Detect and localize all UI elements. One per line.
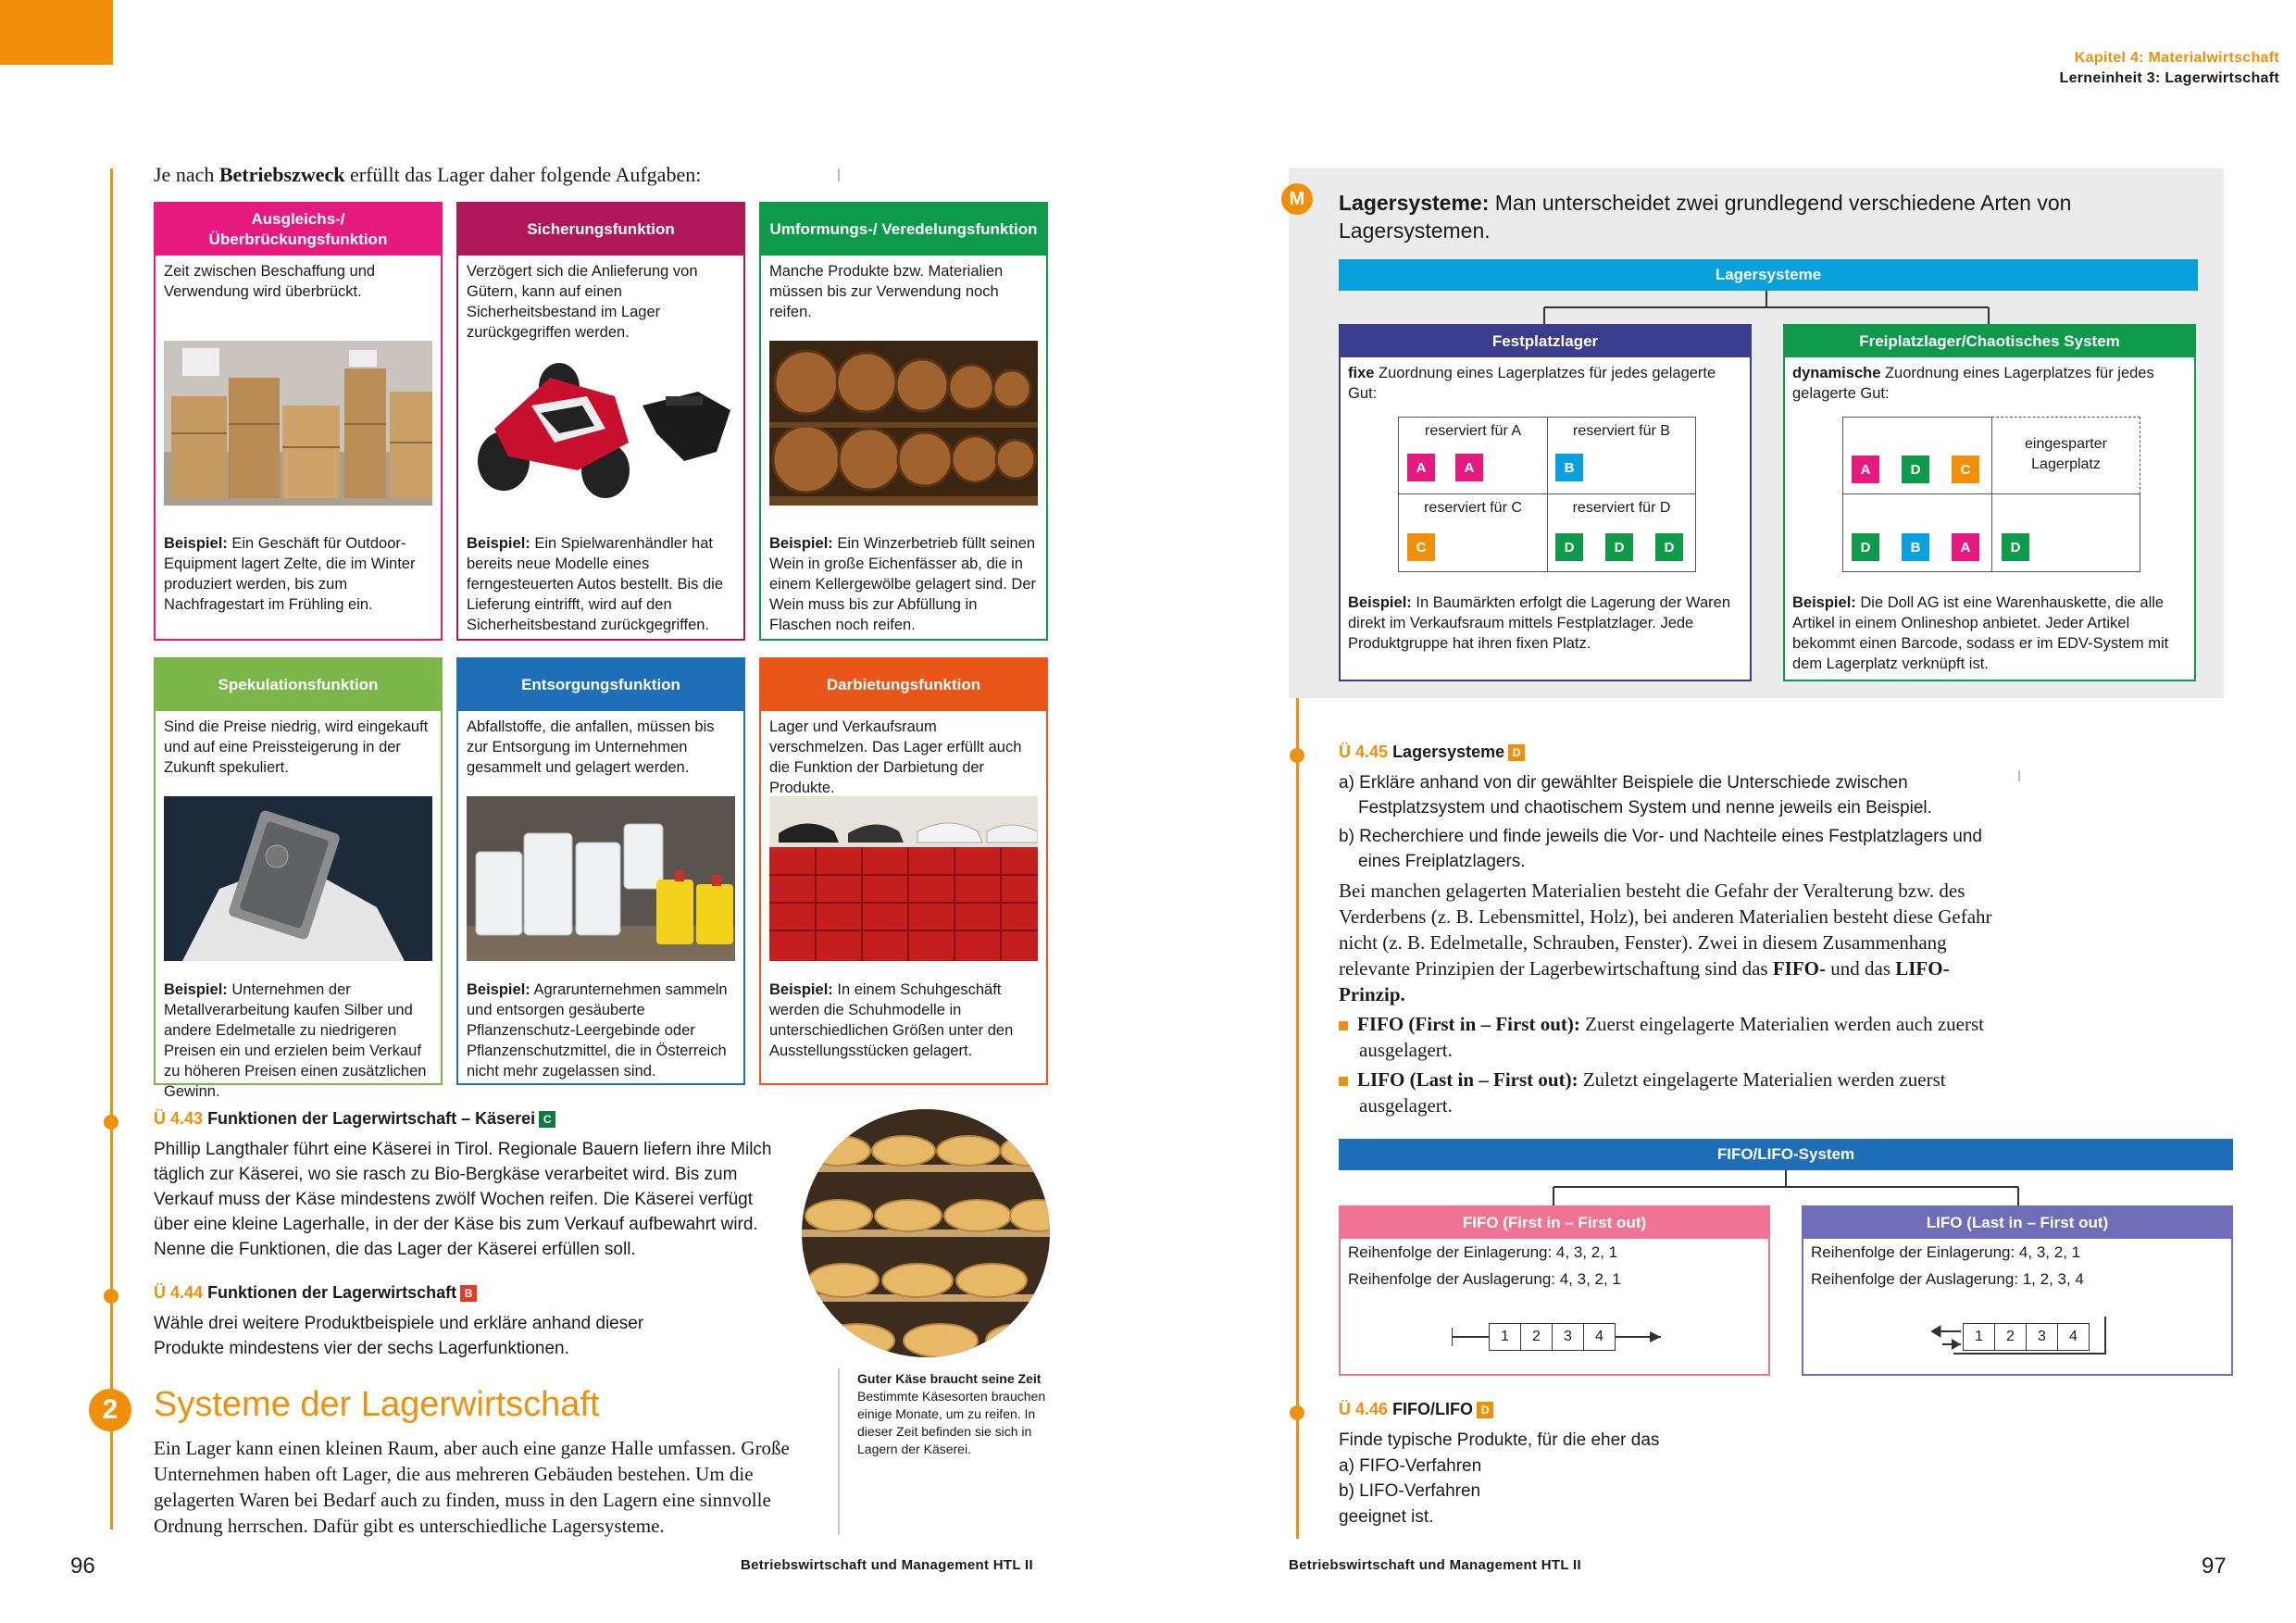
fifo-lifo-intro: Bei manchen gelagerten Materialien besteht die Gefahr der Veralterung bzw. des Verderbens (z. B. Lebensmittel, Holz), bei anderen Materialien besteht diese Gefahr nicht (z. B. Edelmetalle, Schrauben, Fenster). Zwei in diesem Zusammenhang relevante Prinzipien der Lagerbewirtschaftung sind das FIFO- und das LIFO-Prinzip. FIFO (First in – First out): Zuerst eingelagerte Materialien werden auch zuerst ausgelagert. LIFO (Last in – First out): Zuletzt eingelagerte Materialien werden zuerst ausgelagert. [1339,878,2005,1118]
festplatzlager-lead: fixe Zuordnung eines Lagerplatzes für jedes gelagerte Gut: [1348,365,1716,402]
fifo-in-order: Reihenfolge der Einlagerung: 4, 3, 2, 1 [1348,1243,1618,1261]
function-text: Verzögert sich die Anlieferung von Gütern, kann auf einen Sicherheitsbestand im Lager zurückgegriffen werden. [467,263,698,341]
margin-rule [110,169,113,1529]
lifo-box [1802,1205,2233,1376]
stack-slot: 4 [2057,1323,2090,1351]
item-chip-b: B [1555,454,1583,481]
difficulty-badge: C [539,1111,555,1128]
fifo-lifo-bar: FIFO/LIFO-System [1339,1139,2233,1170]
freiplatzlager-example: Beispiel: Die Doll AG ist eine Warenhauskette, die alle Artikel in einem Onlineshop anbietet. Jeder Artikel bekommt einen Barcode, sodass er im EDV-System mit dem Lagerplatz verknüpft ist. [1792,594,2169,672]
function-box-sicherung [456,202,745,641]
item-chip-c: C [1407,533,1435,561]
function-box-spekulation [154,657,443,1100]
function-text: Sind die Preise niedrig, wird eingekauft und auf eine Preissteigerung in der Zukunft spekuliert. [164,718,429,776]
item-chip-c: C [1952,456,1979,483]
item-chip-d: D [1605,533,1633,561]
function-text: Manche Produkte bzw. Materialien müssen bis zur Verwendung noch reifen. [769,263,1004,320]
silver-bar-image [164,796,432,961]
lifo-in-order: Reihenfolge der Einlagerung: 4, 3, 2, 1 [1811,1243,2081,1261]
exercise-4-44-heading: Ü 4.44 Funktionen der Lagerwirtschaft B [154,1283,477,1303]
tree-connector [1339,1170,2233,1205]
running-header [2060,48,2280,89]
stack-slot: 1 [1963,1323,1995,1351]
exercise-marker [104,1289,119,1304]
wine-barrels-image [769,341,1038,506]
exercise-4-44-text: Wähle drei weitere Produktbeispiele und erkläre anhand dieser Produkte mindestens vier der sechs Lagerfunktionen. [154,1314,644,1358]
freiplatzlager-lead: dynamische Zuordnung eines Lagerplatzes für jedes gelagerte Gut: [1792,365,2154,402]
fifo-title: FIFO (First in – First out) [1341,1207,1768,1239]
function-example: Beispiel: Ein Spielwarenhändler hat bereits neue Modelle eines ferngesteuerten Autos bestellt. Bis die Lieferung eintrifft, wird auf den Sicherheitsbestand zurückgegriffen. [467,535,724,633]
item-chip-b: B [1902,533,1929,561]
photo-caption [857,1370,1052,1458]
item-chip-d: D [1655,533,1683,561]
function-example: Beispiel: Ein Geschäft für Outdoor-Equipment lagert Zelte, die im Winter produziert werden, bis zum Nachfragestart im Frühling ein. [164,535,416,613]
festplatzlager-title: Festplatzlager [1341,326,1750,357]
function-title: Spekulationsfunktion [156,659,441,711]
difficulty-badge: D [1508,744,1525,761]
shoe-boxes-image [769,796,1038,961]
stack-slot: 3 [2026,1323,2058,1351]
queue-slot: 3 [1552,1323,1584,1351]
function-example: Beispiel: Unternehmen der Metallverarbeitung kaufen Silber und andere Edelmetalle zu niedrigeren Preisen ein und erzielen beim Verkauf zu höheren Preisen einen zusätzlichen Gewinn. [164,981,427,1100]
lagersysteme-bar: Lagersysteme [1339,259,2198,291]
fifo-out-order: Reihenfolge der Auslagerung: 4, 3, 2, 1 [1348,1270,1621,1288]
stack-slot: 2 [1994,1323,2027,1351]
queue-slot: 4 [1583,1323,1616,1351]
intro-text: Je nach Betriebszweck erfüllt das Lager daher folgende Aufgaben: [154,163,702,186]
footer-title-right: Betriebswirtschaft und Management HTL II [1289,1557,1581,1573]
function-title: Darbietungsfunktion [761,659,1046,711]
cheese-photo [802,1109,1050,1357]
exercise-marker [104,1115,119,1130]
fixed-grid [1398,417,1696,572]
rc-car-image [467,341,735,506]
function-title: Ausgleichs-/ Überbrückungsfunktion [156,204,441,256]
function-box-ausgleich [154,202,443,641]
footer-title-left: Betriebswirtschaft und Management HTL II [741,1557,1033,1573]
section-number-badge: 2 [89,1389,131,1431]
function-example: Beispiel: Ein Winzerbetrieb füllt seinen Wein in große Eichenfässer ab, die in einem Kellergewölbe gelagert sind. Der Wein muss bis zur Abfüllung in Flaschen noch reifen. [769,535,1036,633]
lagersysteme-title: Lagersysteme: Man unterscheidet zwei grundlegend verschiedene Arten von Lagersystemen. [1339,191,2072,243]
exercise-4-45-tasks: a) Erkläre anhand von dir gewählter Beispiele die Unterschiede zwischen Festplatzsystem und chaotischem System und nenne jeweils ein Beispiel. b) Recherchiere und finde jeweils die Vor- und Nachteile eines Festplatzlagers und eines Freiplatzlagers. [1339,773,1982,871]
queue-slot: 2 [1520,1323,1553,1351]
item-chip-d: D [1902,456,1929,483]
queue-slot: 1 [1489,1323,1521,1351]
festplatzlager-box [1339,324,1752,681]
tick-mark [2018,770,2020,781]
fifo-bullet: FIFO (First in – First out): Zuerst eingelagerte Materialien werden auch zuerst ausgelagert. [1339,1011,2005,1063]
chaotic-grid [1842,417,2140,572]
difficulty-badge: B [460,1285,477,1302]
exercise-4-43-text: Phillip Langthaler führt eine Käserei in Tirol. Regionale Bauern liefern ihre Milch täglich zur Käserei, wo sie rasch zu Bio-Bergkäse verarbeitet wird. Bis zum Verkauf muss der Käse mindestens zwölf Wochen reifen. Die Käserei verfügt über eine kleine Lagerhalle, in der der Käse bis zum Verkauf aufbewahrt wird. Nenne die Funktionen, die das Lager der Käserei erfüllen soll. [154,1140,772,1259]
item-chip-a: A [1455,454,1483,481]
grid-cell: reserviert für C [1398,493,1548,572]
tree-connector [1339,291,2198,324]
function-title: Entsorgungsfunktion [458,659,743,711]
difficulty-badge: D [1477,1402,1493,1418]
exercise-marker [1290,748,1304,763]
unit-title: Lerneinheit 3: Lagerwirtschaft [2059,70,2279,86]
grid-cell: reserviert für A [1398,417,1548,494]
caption-text: Bestimmte Käsesorten brauchen einige Monate, um zu reifen. In dieser Zeit befinden sie sich in Lagern der Käserei. [857,1389,1046,1456]
chapter-title: Kapitel 4: Materialwirtschaft [2074,50,2279,66]
item-chip-a: A [1852,456,1879,483]
exercise-4-46-text: Finde typische Produkte, für die eher das a) FIFO-Verfahren b) LIFO-Verfahren geeignet ist. [1339,1430,1660,1527]
page-tab-marker [0,0,113,65]
canisters-image [467,796,735,961]
freiplatzlager-title: Freiplatzlager/Chaotisches System [1785,326,2194,357]
exercise-4-46-heading: Ü 4.46 FIFO/LIFO D [1339,1400,1493,1419]
page-number-left: 96 [70,1554,95,1579]
exercise-4-43-heading: Ü 4.43 Funktionen der Lagerwirtschaft – Käserei C [154,1109,555,1129]
exercise-marker [1290,1405,1304,1420]
function-text: Zeit zwischen Beschaffung und Verwendung wird überbrückt. [164,263,376,300]
lifo-title: LIFO (Last in – First out) [1803,1207,2231,1239]
section-text: Ein Lager kann einen kleinen Raum, aber auch eine ganze Halle umfassen. Große Unternehmen haben oft Lager, die aus mehreren Gebäuden bestehen. Um die gelagerten Waren bei Bedarf auch zu finden, muss in den Lagern eine sinnvolle Ordnung herrschen. Dafür gibt es unterschiedliche Lagersysteme. [154,1437,790,1537]
item-chip-d: D [1555,533,1583,561]
fifo-box [1339,1205,1770,1376]
saved-space-cell: eingesparter Lagerplatz [1991,417,2140,494]
exercise-4-45-heading: Ü 4.45 Lagersysteme D [1339,743,1525,762]
page-number-right: 97 [2202,1554,2227,1579]
festplatzlager-example: Beispiel: In Baumärkten erfolgt die Lagerung der Waren direkt im Verkaufsraum mittels Festplatzlager. Jede Produktgruppe hat ihren fixen Platz. [1348,594,1731,652]
function-title: Umformungs-/ Veredelungsfunktion [761,204,1046,256]
freiplatzlager-box [1783,324,2196,681]
grid-cell: reserviert für D [1547,493,1696,572]
function-box-umformung [759,202,1048,641]
function-box-darbietung [759,657,1048,1085]
grid-cell: reserviert für B [1547,417,1696,494]
section-title: Systeme der Lagerwirtschaft [154,1385,600,1424]
lifo-bullet: LIFO (Last in – First out): Zuletzt eingelagerte Materialien werden zuerst ausgelagert. [1339,1067,2005,1118]
tick-mark [838,169,840,181]
caption-title: Guter Käse braucht seine Zeit [857,1371,1042,1386]
function-box-entsorgung [456,657,745,1085]
item-chip-a: A [1407,454,1435,481]
caption-rule [838,1368,840,1535]
item-chip-a: A [1952,533,1979,561]
item-chip-d: D [1852,533,1879,561]
item-chip-d: D [2002,533,2029,561]
function-example: Beispiel: Agrarunternehmen sammeln und entsorgen gesäuberte Pflanzenschutz-Leergebinde oder Pflanzenschutzmittel, die in Österreich nicht mehr zugelassen sind. [467,981,728,1080]
function-text: Lager und Verkaufsraum verschmelzen. Das Lager erfüllt auch die Funktion der Darbietung der Produkte. [769,718,1022,796]
lifo-out-order: Reihenfolge der Auslagerung: 1, 2, 3, 4 [1811,1270,2084,1288]
warehouse-boxes-image [164,341,432,506]
function-example: Beispiel: In einem Schuhgeschäft werden die Schuhmodelle in unterschiedlichen Größen unter den Ausstellungsstücken gelagert. [769,981,1014,1059]
function-title: Sicherungsfunktion [458,204,743,256]
method-icon: M [1281,183,1313,215]
function-text: Abfallstoffe, die anfallen, müssen bis zur Entsorgung im Unternehmen gesammelt und gelagert werden. [467,718,715,776]
